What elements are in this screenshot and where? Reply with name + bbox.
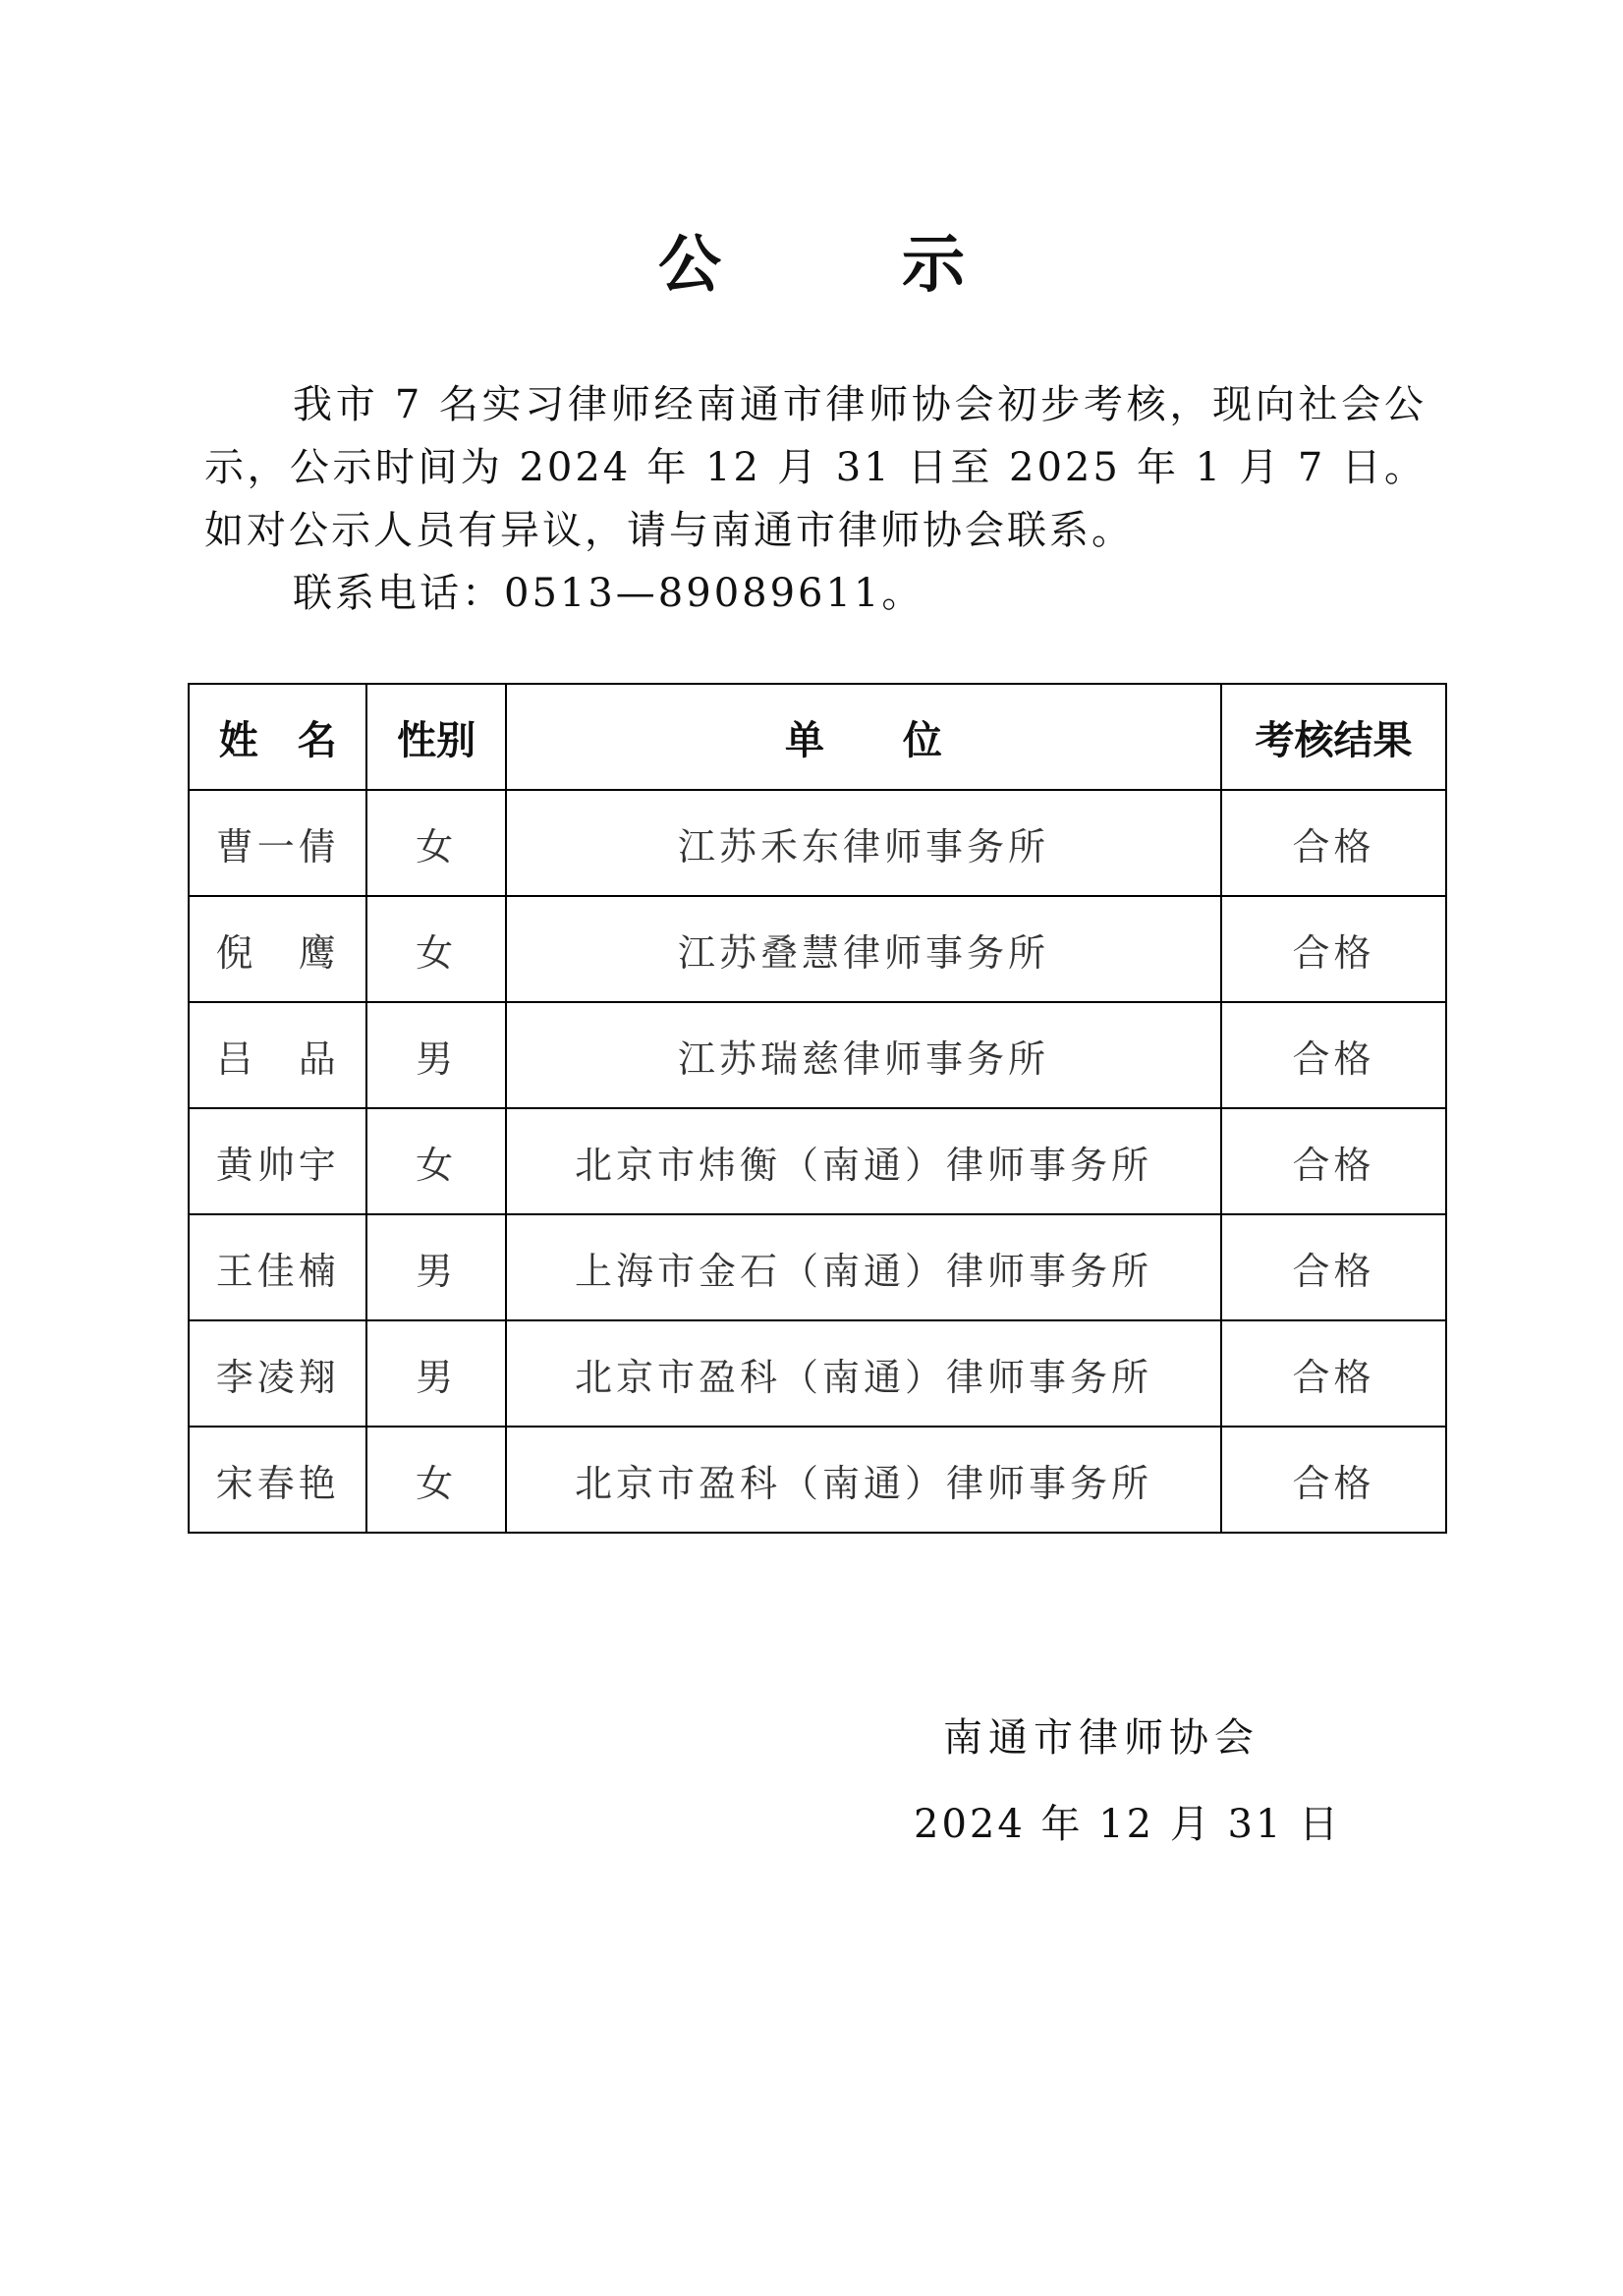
cell-result: 合格 (1221, 1214, 1446, 1320)
page-title: 公 示 (658, 229, 1024, 302)
cell-gender: 女 (366, 1108, 505, 1214)
intern-roster-table (188, 683, 1447, 1534)
table-row (189, 790, 1446, 896)
cell-result: 合格 (1221, 1002, 1446, 1108)
table-row (189, 896, 1446, 1002)
cell-unit: 江苏叠慧律师事务所 (506, 896, 1221, 1002)
cell-name: 吕 品 (189, 1002, 366, 1108)
cell-unit: 北京市炜衡（南通）律师事务所 (506, 1108, 1221, 1214)
cell-unit: 上海市金石（南通）律师事务所 (506, 1214, 1221, 1320)
cell-gender: 男 (366, 1002, 505, 1108)
table-row (189, 1214, 1446, 1320)
cell-name: 王佳楠 (189, 1214, 366, 1320)
signature-date: 2024 年 12 月 31 日 (914, 1802, 1342, 1847)
cell-name: 倪 鹰 (189, 896, 366, 1002)
cell-result: 合格 (1221, 1108, 1446, 1214)
cell-gender: 女 (366, 790, 505, 896)
header-result: 考核结果 (1221, 684, 1446, 790)
table-row (189, 1108, 1446, 1214)
cell-unit: 江苏禾东律师事务所 (506, 790, 1221, 896)
cell-result: 合格 (1221, 790, 1446, 896)
header-unit: 单 位 (506, 684, 1221, 790)
cell-result: 合格 (1221, 1427, 1446, 1533)
cell-gender: 女 (366, 1427, 505, 1533)
table-row (189, 1427, 1446, 1533)
cell-result: 合格 (1221, 1320, 1446, 1427)
header-gender: 性别 (366, 684, 505, 790)
signature-organization: 南通市律师协会 (943, 1715, 1259, 1761)
signature-block (914, 1695, 1342, 1868)
cell-result: 合格 (1221, 896, 1446, 1002)
cell-gender: 女 (366, 896, 505, 1002)
cell-unit: 北京市盈科（南通）律师事务所 (506, 1427, 1221, 1533)
cell-gender: 男 (366, 1320, 505, 1427)
header-name: 姓 名 (189, 684, 366, 790)
table-row (189, 1320, 1446, 1427)
table-row (189, 1002, 1446, 1108)
cell-unit: 江苏瑞慈律师事务所 (506, 1002, 1221, 1108)
contact-phone: 联系电话：0513—89089611。 (293, 571, 924, 616)
announcement-paragraph: 我市 7 名实习律师经南通市律师协会初步考核，现向社会公示，公示时间为 2024 年 12 月 31 日至 2025 年 1 月 7 日。如对公示人员有异议，请与南通市律师协会联系。 (204, 382, 1427, 553)
cell-name: 曹一倩 (189, 790, 366, 896)
table-header-row (189, 684, 1446, 790)
cell-name: 黄帅宇 (189, 1108, 366, 1214)
cell-name: 李凌翔 (189, 1320, 366, 1427)
cell-unit: 北京市盈科（南通）律师事务所 (506, 1320, 1221, 1427)
announcement-body (204, 373, 1427, 625)
cell-gender: 男 (366, 1214, 505, 1320)
cell-name: 宋春艳 (189, 1427, 366, 1533)
